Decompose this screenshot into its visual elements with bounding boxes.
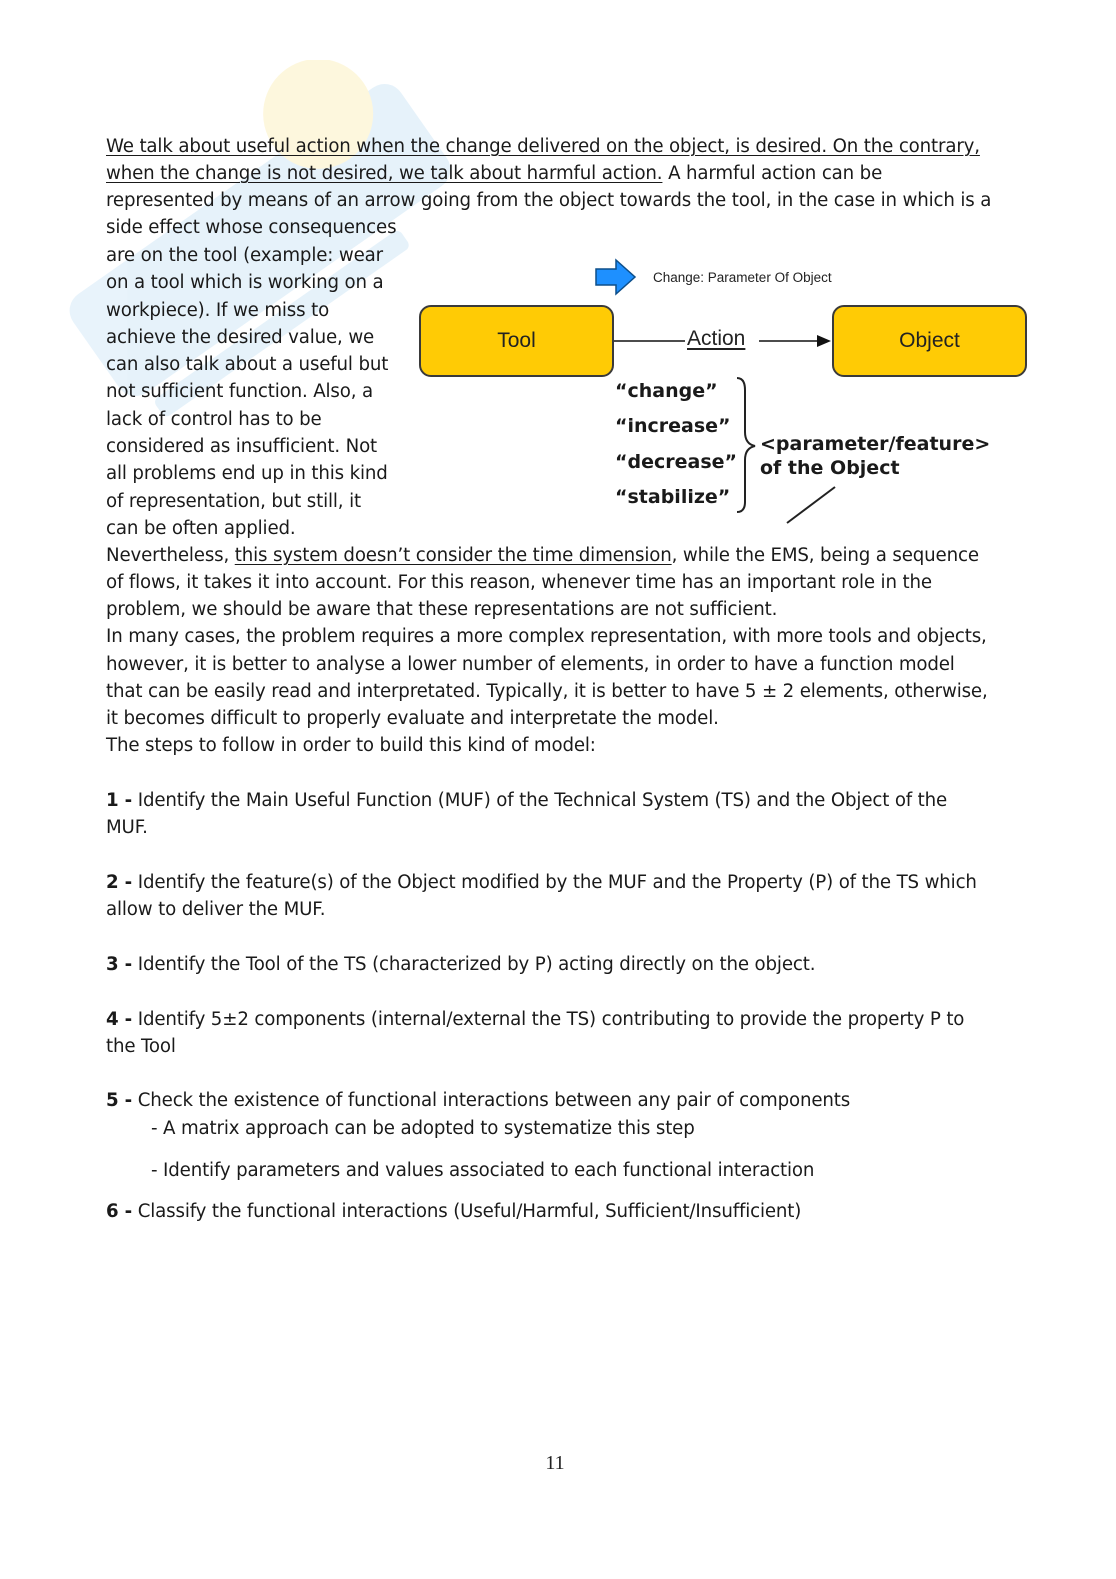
tool-box [419, 305, 614, 377]
verb-increase: “increase” [615, 415, 731, 437]
parameter-feature-label: <parameter/feature> [760, 433, 991, 455]
side-line: not sufficient function. Also, a [106, 381, 373, 403]
action-arrowhead-icon [817, 335, 831, 347]
intro-line-4: side effect whose consequences [106, 217, 397, 238]
side-line: workpiece). If we miss to [106, 299, 330, 321]
side-line: on a tool which is working on a [106, 272, 384, 294]
step-number: 6 - [106, 1201, 133, 1222]
object-box [832, 305, 1027, 377]
side-line: achieve the desired value, we [106, 326, 375, 348]
side-line: can also talk about a useful but [106, 354, 389, 376]
step-4: 4 - Identify 5±2 components (internal/external the TS) contributing to provide the property P to the Tool [106, 1009, 965, 1058]
curly-brace [737, 378, 755, 512]
step-1: 1 - Identify the Main Useful Function (MUF) of the Technical System (TS) and the Object of the MUF. [106, 790, 948, 839]
step-2: 2 - Identify the feature(s) of the Object modified by the MUF and the Property (P) of the TS which allow to deliver the MUF. [106, 872, 977, 921]
side-line: can be often applied. [106, 517, 296, 539]
step-5: 5 - Check the existence of functional interactions between any pair of components [106, 1090, 851, 1111]
object-label: Object [899, 329, 960, 352]
substep-matrix: - A matrix approach can be adopted to systematize this step [151, 1118, 695, 1139]
pointer-line [787, 487, 835, 523]
intro-line-2: when the change is not desired, we talk about harmful action. A harmful action can be [106, 163, 883, 184]
substep-parameters: - Identify parameters and values associated to each functional interaction [151, 1160, 815, 1181]
verb-change: “change” [615, 380, 718, 402]
body-line-4: In many cases, the problem requires a more complex representation, with more tools and objects, [106, 626, 987, 647]
body-line-8: The steps to follow in order to build this kind of model: [106, 735, 596, 756]
body-line-6: that can be easily read and interpretated. Typically, it is better to have 5 ± 2 elements, otherwise, [106, 681, 988, 702]
side-line: lack of control has to be [106, 408, 322, 430]
side-line: all problems end up in this kind [106, 463, 388, 485]
step-number: 4 - [106, 1009, 133, 1030]
of-the-object-label: of the Object [760, 457, 900, 479]
useful-action-definition: We talk about useful action when the change delivered on the object, is desired. On the contrary, [106, 136, 980, 157]
step-number: 3 - [106, 954, 133, 975]
side-line: considered as insufficient. Not [106, 436, 378, 458]
step-3: 3 - Identify the Tool of the TS (characterized by P) acting directly on the object. [106, 954, 816, 975]
body-line-3: problem, we should be aware that these representations are not sufficient. [106, 599, 778, 620]
action-label: Action [687, 327, 746, 350]
time-dimension-note: this system doesn’t consider the time dimension [234, 545, 672, 566]
verb-decrease: “decrease” [615, 451, 737, 473]
body-line-2: of flows, it takes it into account. For this reason, whenever time has an important role in the [106, 572, 932, 593]
tool-action-object-diagram [415, 250, 1035, 535]
step-number: 5 - [106, 1090, 133, 1111]
change-parameter-label: Change: Parameter Of Object [653, 270, 832, 285]
intro-line-3: represented by means of an arrow going from the object towards the tool, in the case in which is a [106, 190, 992, 211]
side-line: of representation, but still, it [106, 490, 361, 512]
step-6: 6 - Classify the functional interactions (Useful/Harmful, Sufficient/Insufficient) [106, 1201, 802, 1222]
step-number: 2 - [106, 872, 133, 893]
step-number: 1 - [106, 790, 133, 811]
body-line-1: Nevertheless, this system doesn’t consider the time dimension, while the EMS, being a sequence [106, 545, 979, 566]
change-arrow-icon [596, 260, 635, 294]
body-line-5: however, it is better to analyse a lower number of elements, in order to have a function model [106, 654, 955, 675]
body-line-7: it becomes difficult to properly evaluate and interpretate the model. [106, 708, 719, 729]
harmful-action-definition: when the change is not desired, we talk about harmful action. [106, 163, 663, 184]
tool-label: Tool [497, 329, 536, 352]
side-line: are on the tool (example: wear [106, 245, 383, 266]
side-text-column [106, 242, 406, 542]
verb-stabilize: “stabilize” [615, 486, 731, 508]
intro-line-1 [106, 133, 1011, 160]
page-number: 11 [545, 1452, 565, 1474]
